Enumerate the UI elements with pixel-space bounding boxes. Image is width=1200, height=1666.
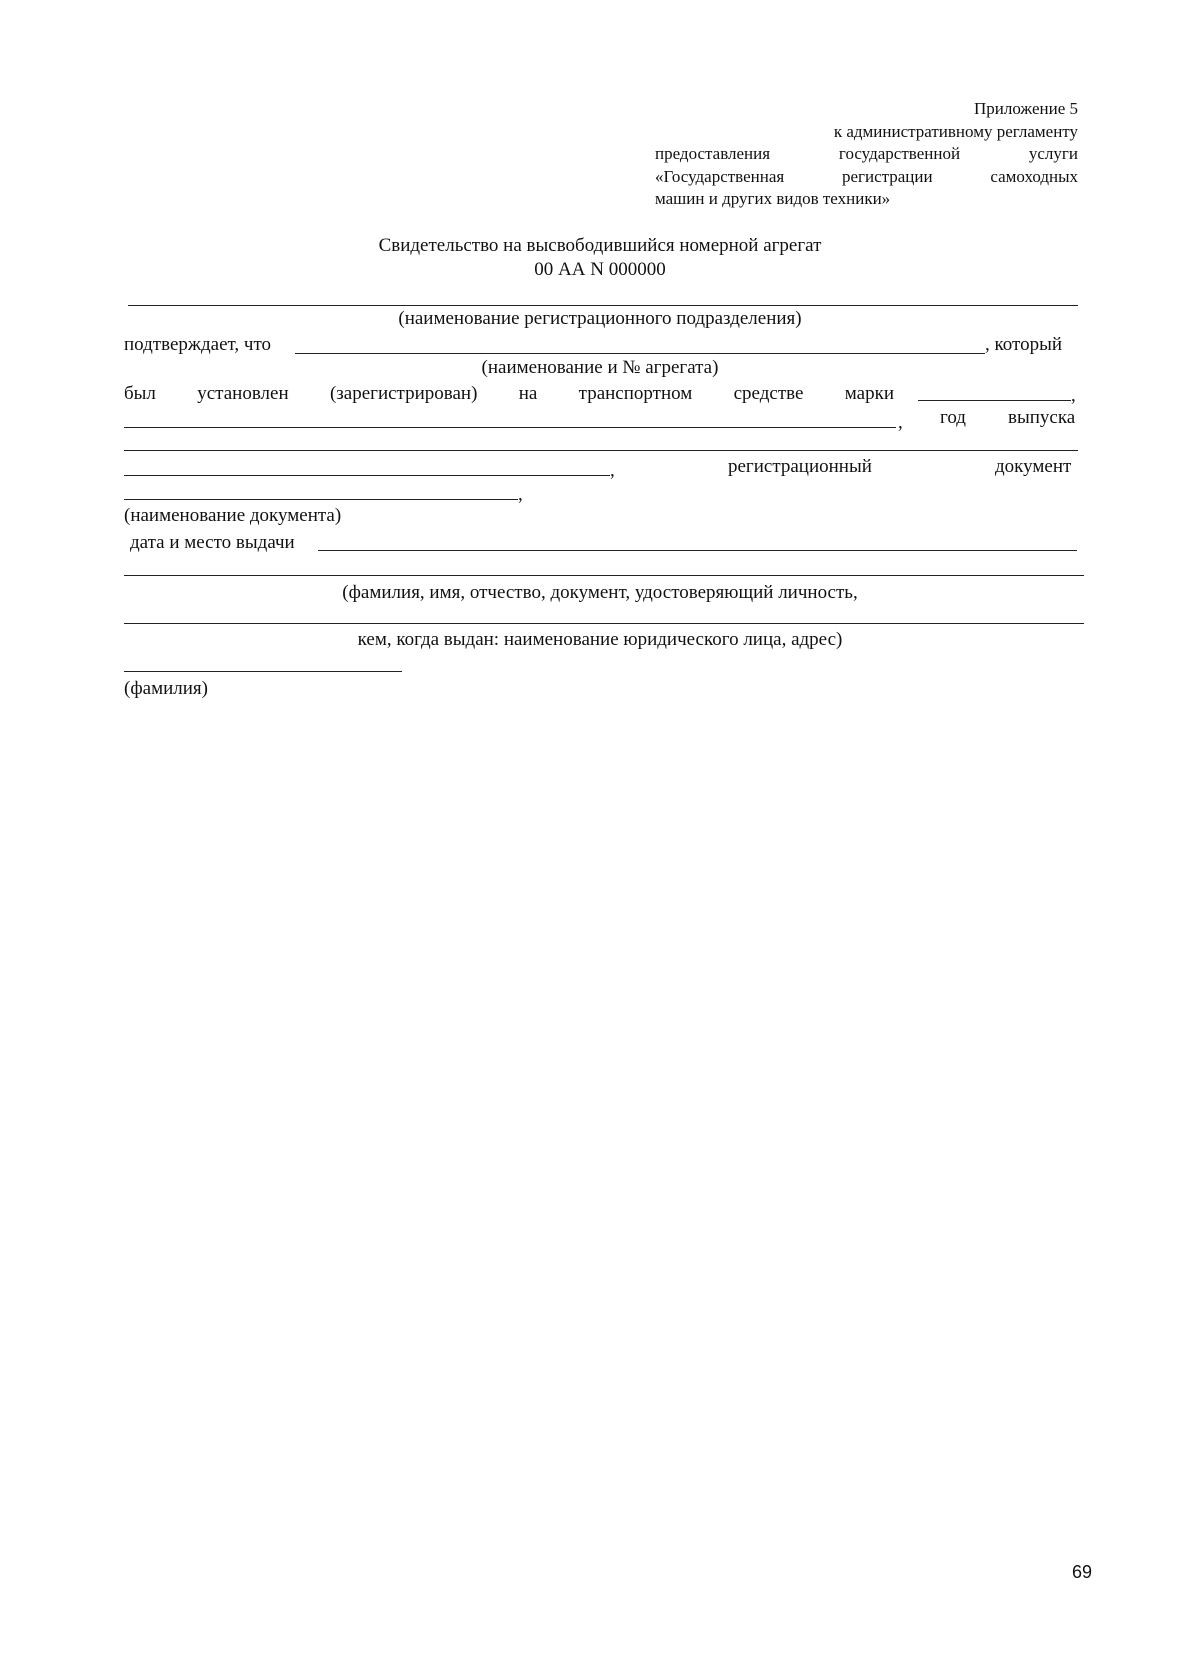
confirms-that-label: подтверждает, что (124, 334, 272, 355)
annex-word: услуги (1028, 144, 1078, 163)
year-label: год (940, 407, 966, 428)
annex-service-line (655, 145, 1078, 162)
document-number: 00 АА N 000000 (534, 259, 666, 280)
issue-date-place-field (318, 550, 1077, 551)
registration-unit-field (128, 305, 1078, 306)
which-label: , который (985, 334, 1063, 355)
installed-word: транспортном (578, 383, 693, 404)
comma: , (898, 412, 903, 433)
comma: , (610, 460, 615, 481)
annex-regulation-line: к административному регламенту (833, 122, 1078, 141)
caption-surname: (фамилия) (124, 678, 208, 699)
person-field (124, 575, 1084, 576)
caption-unit-name: (наименование и № агрегата) (481, 357, 719, 378)
caption-registration-unit: (наименование регистрационного подразделения) (398, 308, 802, 329)
caption-issued-by: кем, когда выдан: наименование юридического лица, адрес) (357, 629, 843, 650)
unit-name-field (295, 353, 985, 354)
annex-title: Приложение 5 (974, 99, 1078, 118)
annex-service-name-end: машин и других видов техники» (655, 189, 891, 208)
release-year-field (124, 450, 1078, 451)
caption-document-name: (наименование документа) (124, 505, 342, 526)
document-title: Свидетельство на высвободившийся номерной агрегат (378, 235, 822, 256)
installed-word: на (518, 383, 538, 404)
annex-word: регистрации (841, 167, 933, 186)
vehicle-brand-field (918, 400, 1071, 401)
caption-person: (фамилия, имя, отчество, документ, удостоверяющий личность, (342, 582, 858, 603)
annex-word: самоходных (990, 167, 1078, 186)
issued-by-field (124, 623, 1084, 624)
issue-date-place-label: дата и место выдачи (130, 532, 295, 553)
installed-word: установлен (197, 383, 289, 404)
annex-word: государственной (838, 144, 961, 163)
installed-on-vehicle-line (124, 384, 894, 403)
installed-word: средстве (733, 383, 804, 404)
installed-word: был (124, 383, 156, 404)
registration-label: регистрационный (728, 456, 872, 477)
installed-word: марки (844, 383, 894, 404)
page-number: 69 (1072, 1562, 1093, 1582)
comma: , (518, 484, 523, 505)
annex-word: предоставления (655, 144, 771, 163)
comma: , (1071, 385, 1076, 406)
surname-field (124, 671, 402, 672)
annex-word: «Государственная (655, 167, 785, 186)
annex-service-name-line (655, 168, 1078, 185)
installed-word: (зарегистрирован) (329, 383, 478, 404)
vehicle-brand-continuation-field (124, 427, 896, 428)
registration-document-field (124, 475, 610, 476)
document-name-field (124, 499, 518, 500)
release-label: выпуска (1008, 407, 1076, 428)
document-label: документ (995, 456, 1072, 477)
